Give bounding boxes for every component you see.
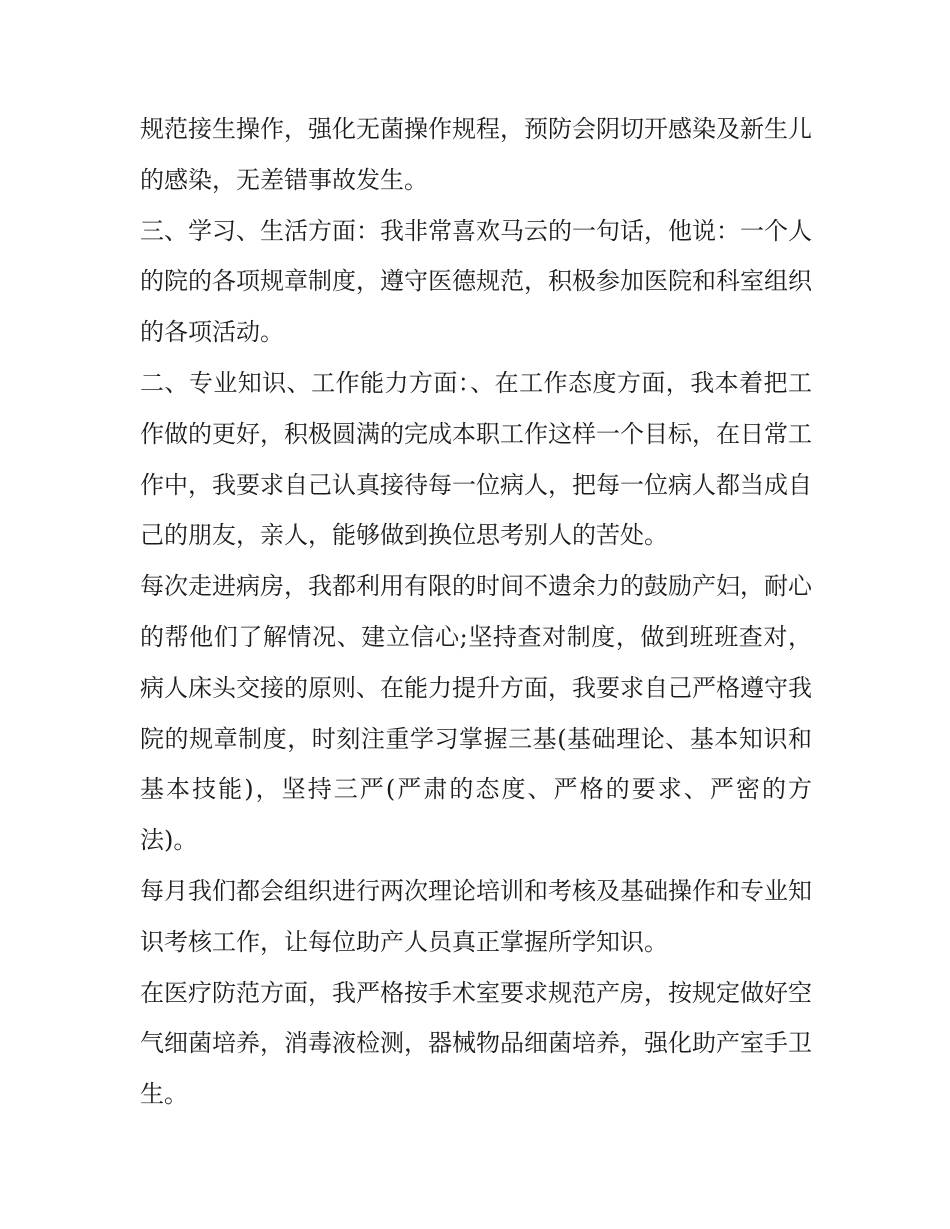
paragraph-3: 二、专业知识、工作能力方面：、在工作态度方面，我本着把工作做的更好，积极圆满的完成本职工作这样一个目标，在日常工作中，我要求自己认真接待每一位病人，把每一位病人都当成自己的朋友，亲人，能够做到换位思考别人的苦处。 — [140, 368, 812, 550]
document-body — [140, 104, 812, 1120]
paragraph-4: 每次走进病房，我都利用有限的时间不遗余力的鼓励产妇，耐心的帮他们了解情况、建立信心;坚持查对制度，做到班班查对，病人床头交接的原则、在能力提升方面，我要求自己严格遵守我院的规章制度，时刻注重学习掌握三基(基础理论、基本知识和基本技能)，坚持三严(严肃的态度、严格的要求、严密的方法)。 — [140, 572, 812, 855]
paragraph-5: 每月我们都会组织进行两次理论培训和考核及基础操作和专业知识考核工作，让每位助产人员真正掌握所学知识。 — [140, 876, 812, 956]
paragraph-6: 在医疗防范方面，我严格按手术室要求规范产房，按规定做好空气细菌培养，消毒液检测，器械物品细菌培养，强化助产室手卫生。 — [140, 978, 812, 1109]
paragraph-2: 三、学习、生活方面：我非常喜欢马云的一句话，他说：一个人的院的各项规章制度，遵守医德规范，积极参加医院和科室组织的各项活动。 — [140, 216, 812, 347]
paragraph-1: 规范接生操作，强化无菌操作规程，预防会阴切开感染及新生儿的感染，无差错事故发生。 — [140, 115, 812, 194]
